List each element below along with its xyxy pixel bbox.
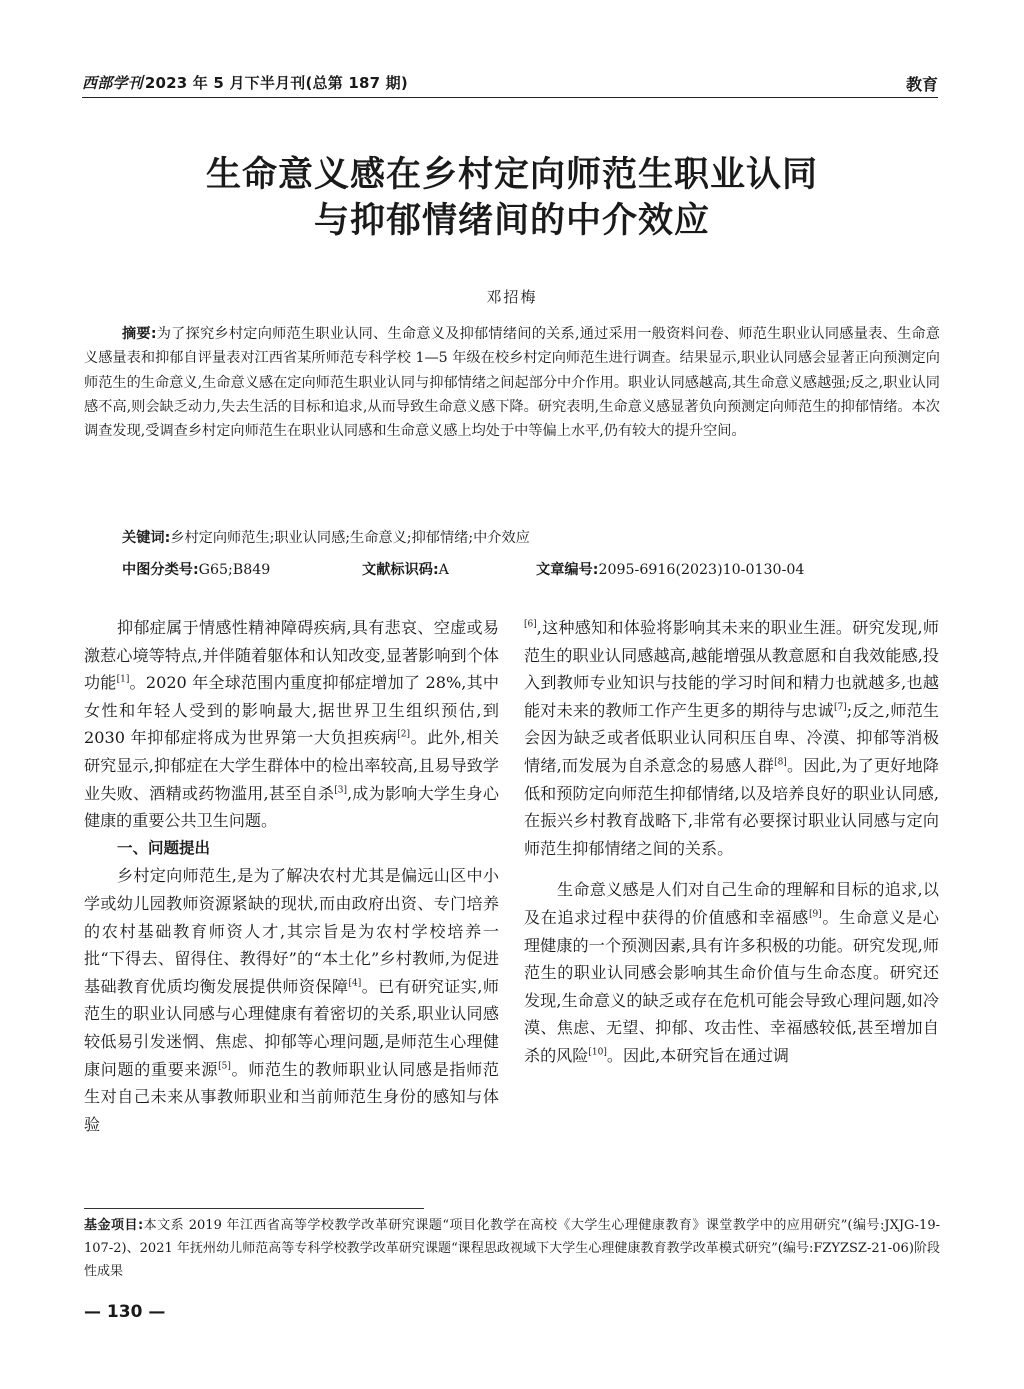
doc-code-value: A bbox=[438, 562, 449, 578]
paragraph-2 bbox=[84, 862, 499, 1138]
paragraph-3 bbox=[524, 876, 939, 1069]
text-run: ,这种感知和体验将影响其未来的职业生涯。研究发现,师范生的职业认同感越高,越能增强从教意愿和自我效能感,投入到教师专业知识与技能的学习时间和精力也就越多,也越能对未来的教师工作产生更多的期待与忠诚 bbox=[524, 618, 939, 720]
funding-note bbox=[84, 1214, 940, 1283]
citation-ref: [10] bbox=[588, 1047, 607, 1058]
abstract bbox=[84, 322, 940, 443]
funding-text: 本文系 2019 年江西省高等学校教学改革研究课题“项目化教学在高校《大学生心理健康教育》课堂教学中的应用研究”(编号:JXJG-19-107-2)、2021 年抚州幼儿师范高等专科学校教学改革研究课题“课程思政视域下大学生心理健康教育教学改革模式研究”(编号:FZYZSZ-21-06)阶段性成果 bbox=[84, 1218, 940, 1279]
article-number-value: 2095-6916(2023)10-0130-04 bbox=[598, 562, 805, 578]
abstract-text: 为了探究乡村定向师范生职业认同、生命意义及抑郁情绪间的关系,通过采用一般资料问卷、师范生职业认同感量表、生命意义感量表和抑郁自评量表对江西省某所师范专科学校 1—5 年级在校乡村定向师范生进行调查。结果显示,职业认同感会显著正向预测定向师范生的生命意义,生命意义感在定向师范生职业认同与抑郁情绪之间起部分中介作用。职业认同感越高,其生命意义感越强;反之,职业认同感不高,则会缺乏动力,失去生活的目标和追求,从而导致生命意义感下降。研究表明,生命意义感显著负向预测定向师范生的抑郁情绪。本次调查发现,受调查乡村定向师范生在职业认同感和生命意义感上均处于中等偏上水平,仍有较大的提升空间。 bbox=[84, 326, 940, 440]
text-run: 。已有研究证实,师范生的职业认同感与心理健康有着密切的关系,职业认同感较低易引发迷惘、焦虑、抑郁等心理问题,是师范生心理健康问题的重要来源 bbox=[84, 976, 499, 1079]
text-run: 抑郁症属于情感性精神障碍疾病,具有悲哀、空虚或易激惹心境等特点,并伴随着躯体和认知改变,显著影响到个体功能 bbox=[84, 618, 499, 693]
citation-ref: [8] bbox=[774, 757, 787, 768]
text-run: 。因此,为了更好地降低和预防定向师范生抑郁情绪,以及培养良好的职业认同感,在振兴乡村教育战略下,非常有必要探讨职业认同感与定向师范生抑郁情绪之间的关系。 bbox=[524, 755, 939, 858]
citation-ref: [6] bbox=[524, 619, 537, 630]
citation-ref: [3] bbox=[334, 785, 347, 796]
page-number: — 130 — bbox=[84, 1302, 166, 1322]
citation-ref: [7] bbox=[833, 702, 847, 713]
body-column-left bbox=[84, 614, 499, 1138]
text-run: 乡村定向师范生,是为了解决农村尤其是偏远山区中小学或幼儿园教师资源紧缺的现状,而由政府出资、专门培养的农村基础教育师资人才,其宗旨是为农村学校培养一批“下得去、留得住、教得好”的“本土化”乡村教师,为促进基础教育优质均衡发展提供师资保障 bbox=[84, 866, 499, 996]
clc-label: 中图分类号: bbox=[122, 562, 199, 578]
section-heading: 一、问题提出 bbox=[117, 838, 211, 857]
section-name: 教育 bbox=[905, 75, 938, 94]
keywords-label: 关键词: bbox=[122, 530, 171, 546]
paragraph-1 bbox=[84, 614, 499, 835]
text-run: 。2020 年全球范围内重度抑郁症增加了 28%,其中女性和年轻人受到的影响最大,据世界卫生组织预估,到 2030 年抑郁症将成为世界第一大负担疾病 bbox=[84, 673, 500, 748]
issue-info: 2023 年 5 月下半月刊(总第 187 期) bbox=[144, 74, 408, 92]
body-column-right bbox=[524, 614, 939, 1070]
citation-ref: [4] bbox=[348, 978, 362, 989]
article-number bbox=[536, 559, 804, 579]
doc-code-label: 文献标识码: bbox=[362, 562, 439, 578]
running-header bbox=[82, 70, 938, 96]
journal-issue-line bbox=[82, 72, 408, 93]
title-line-1: 生命意义感在乡村定向师范生职业认同 bbox=[205, 155, 818, 195]
article-title bbox=[82, 152, 942, 244]
citation-ref: [9] bbox=[808, 909, 822, 920]
text-run: 。师范生的教师职业认同感是指师范生对自己未来从事教师职业和当前师范生身份的感知与体验 bbox=[84, 1059, 500, 1134]
keywords bbox=[122, 527, 942, 547]
citation-ref: [2] bbox=[397, 730, 410, 741]
title-line-2: 与抑郁情绪间的中介效应 bbox=[313, 201, 710, 241]
text-run: 。因此,本研究旨在通过调 bbox=[606, 1045, 790, 1065]
citation-ref: [5] bbox=[218, 1061, 231, 1072]
abstract-label: 摘要: bbox=[122, 326, 157, 342]
text-run: 。此外,相关研究显示,抑郁症在大学生群体中的检出率较高,且易导致学业失败、酒精或药物滥用,甚至自杀 bbox=[84, 728, 499, 803]
text-run: 生命意义感是人们对自己生命的理解和目标的追求,以及在追求过程中获得的价值感和幸福感 bbox=[524, 880, 939, 927]
author-name: 邓招梅 bbox=[486, 288, 538, 306]
paragraph-2-continued bbox=[524, 614, 939, 862]
citation-ref: [1] bbox=[116, 674, 130, 685]
header-divider bbox=[82, 97, 938, 98]
journal-logo: 西部学刊 bbox=[82, 74, 143, 92]
text-run: ;反之,师范生会因为缺乏或者低职业认同积压自卑、冷漠、抑郁等消极情绪,而发展为自杀意念的易感人群 bbox=[524, 700, 940, 775]
footnote-divider bbox=[84, 1208, 424, 1209]
clc-number bbox=[122, 559, 270, 579]
keywords-text: 乡村定向师范生;职业认同感;生命意义;抑郁情绪;中介效应 bbox=[170, 530, 530, 546]
funding-label: 基金项目: bbox=[84, 1218, 144, 1233]
article-number-label: 文章编号: bbox=[536, 562, 599, 578]
clc-value: G65;B849 bbox=[198, 562, 271, 578]
text-run: ,成为影响大学生身心健康的重要公共卫生问题。 bbox=[84, 783, 499, 831]
text-run: 。生命意义是心理健康的一个预测因素,具有许多积极的功能。研究发现,师范生的职业认同感会影响其生命价值与生命态度。研究还发现,生命意义的缺乏或存在危机可能会导致心理问题,如冷漠、焦虑、无望、抑郁、攻击性、幸福感较低,甚至增加自杀的风险 bbox=[524, 907, 940, 1065]
document-code bbox=[362, 559, 449, 579]
